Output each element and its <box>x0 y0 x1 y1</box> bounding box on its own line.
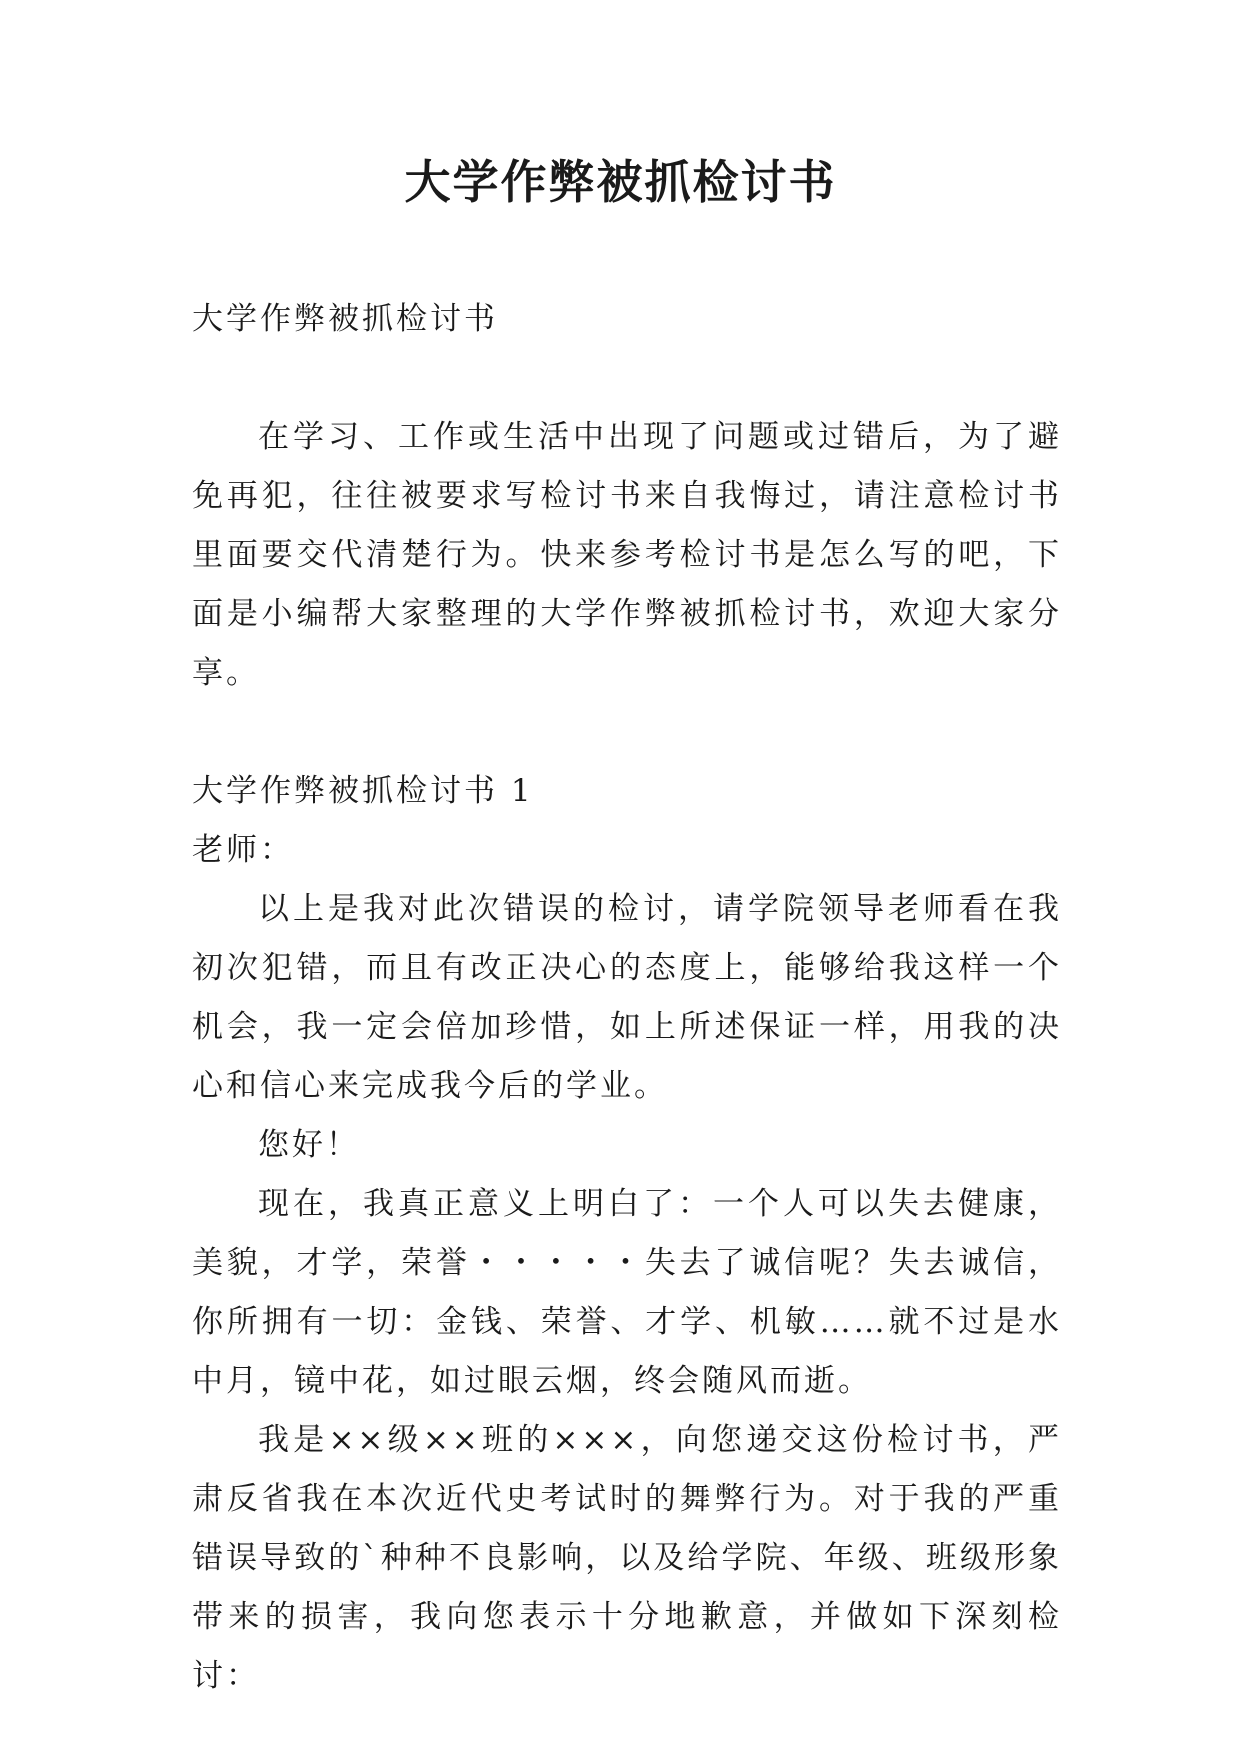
spacer <box>192 349 1062 408</box>
intro-paragraph: 在学习、工作或生活中出现了问题或过错后，为了避免再犯，往往被要求写检讨书来自我悔过，请注意检讨书里面要交代清楚行为。快来参考检讨书是怎么写的吧，下面是小编帮大家整理的大学作弊被抓检讨书，欢迎大家分享。 <box>192 419 1062 691</box>
spacer <box>192 703 1062 762</box>
body-paragraph: 以上是我对此次错误的检讨，请学院领导老师看在我初次犯错，而且有改正决心的态度上，能够给我这样一个机会，我一定会倍加珍惜，如上所述保证一样，用我的决心和信心来完成我今后的学业。 <box>192 891 1062 1104</box>
document-title: 大学作弊被抓检讨书 <box>404 155 837 209</box>
document-body <box>192 290 1062 1706</box>
body-paragraph: 我是××级××班的×××，向您递交这份检讨书，严肃反省我在本次近代史考试时的舞弊行为。对于我的严重错误导致的`种种不良影响，以及给学院、年级、班级形象带来的损害，我向您表示十分地歉意，并做如下深刻检讨： <box>192 1422 1062 1694</box>
greeting-paragraph: 您好！ <box>258 1127 360 1163</box>
body-paragraph: 现在，我真正意义上明白了：一个人可以失去健康，美貌，才学，荣誉・・・・・失去了诚信呢？失去诚信，你所拥有一切：金钱、荣誉、才学、机敏……就不过是水中月，镜中花，如过眼云烟，终会随风而逝。 <box>192 1186 1062 1399</box>
salutation: 老师： <box>192 832 294 868</box>
section-heading: 大学作弊被抓检讨书 1 <box>192 773 534 809</box>
document-subtitle: 大学作弊被抓检讨书 <box>192 301 498 337</box>
